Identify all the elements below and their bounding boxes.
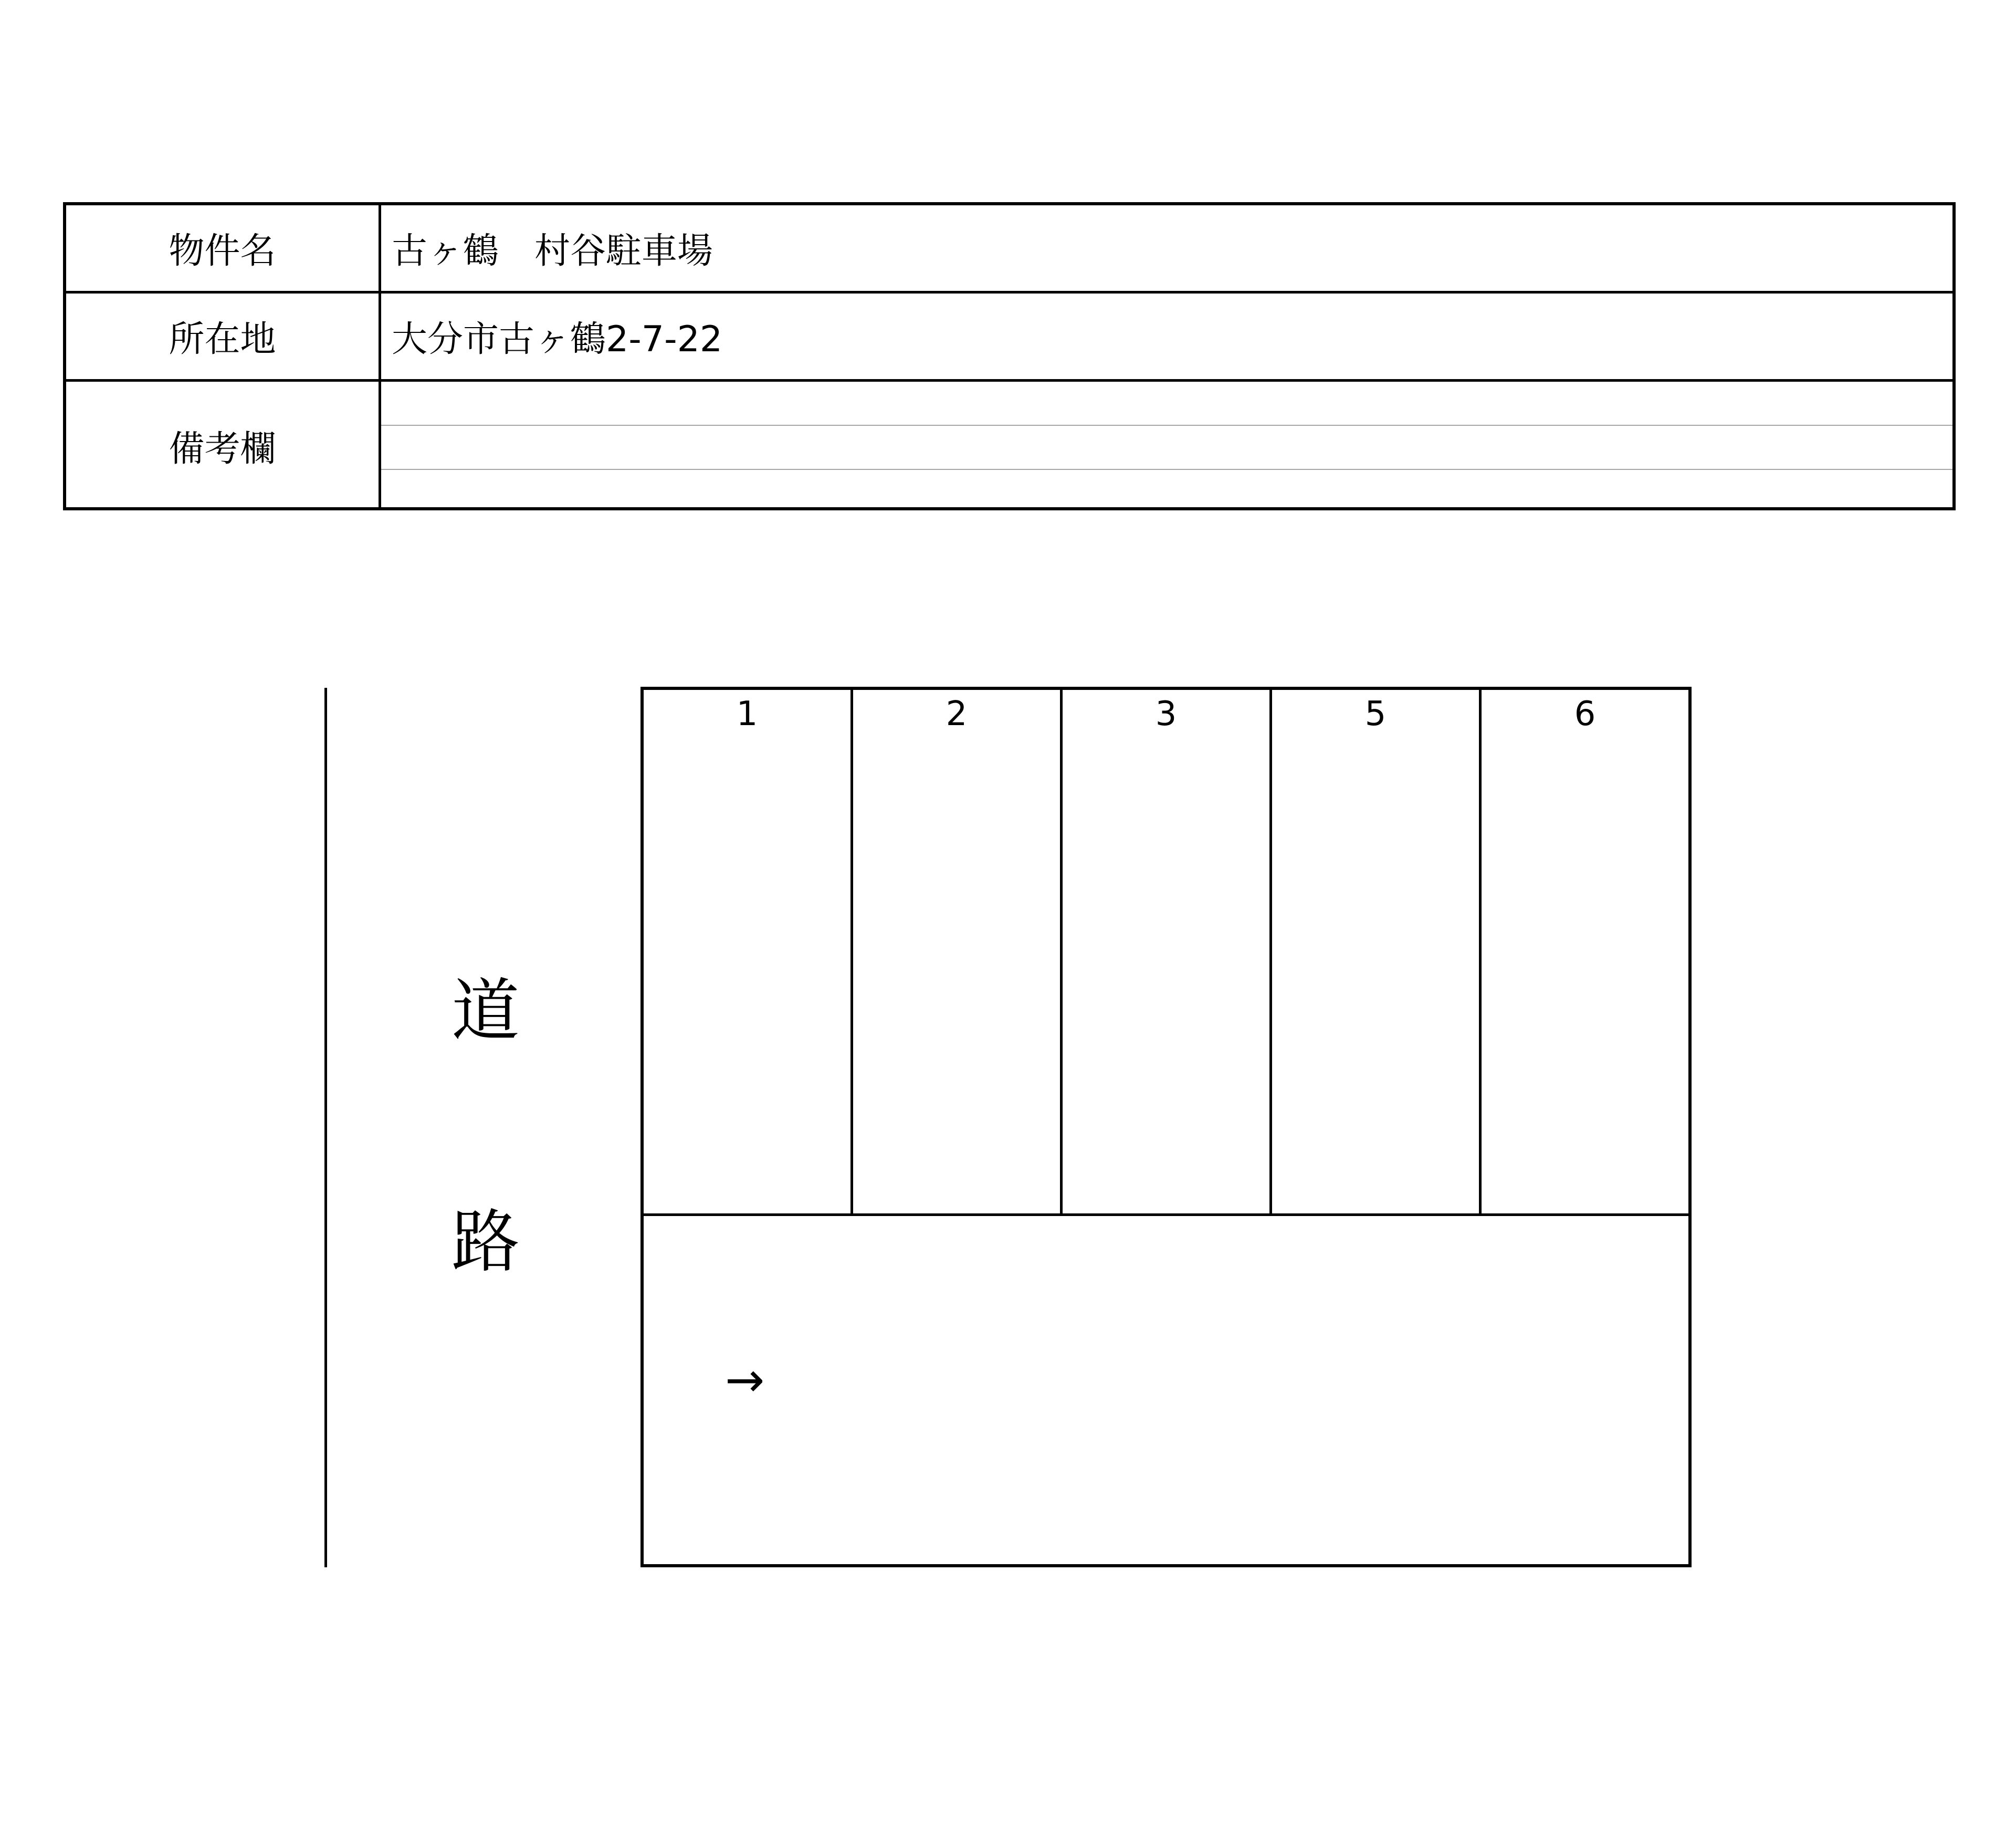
property-name-label: 物件名 [66,205,381,291]
road-label-char: 道 [451,971,520,1051]
parking-space [1272,690,1482,1213]
parking-space [1063,690,1272,1213]
parking-space [1482,690,1688,1213]
space-number: 6 [1574,695,1596,734]
space-number: 1 [736,695,758,734]
remarks-line [381,382,1952,426]
parking-space [853,690,1063,1213]
entrance-arrow-icon: → [725,1353,765,1408]
space-number: 5 [1364,695,1387,734]
space-number: 3 [1155,695,1177,734]
remarks-row [66,382,1952,510]
address-label: 所在地 [66,294,381,379]
parking-space [644,690,853,1213]
property-name-value: 古ヶ鶴 村谷駐車場 [392,231,713,272]
road-label-char: 路 [451,1202,520,1282]
space-number: 2 [946,695,968,734]
remarks-label: 備考欄 [66,382,381,510]
remarks-line [381,426,1952,470]
road-edge-line [324,688,327,1567]
remarks-value [381,382,1952,510]
property-name-row [66,205,1952,294]
address-value: 大分市古ヶ鶴2-7-22 [392,319,723,360]
parking-lot [640,687,1692,1567]
parking-spaces [644,690,1688,1216]
remarks-line [381,470,1952,514]
property-info-table [63,202,1956,510]
address-row [66,294,1952,382]
